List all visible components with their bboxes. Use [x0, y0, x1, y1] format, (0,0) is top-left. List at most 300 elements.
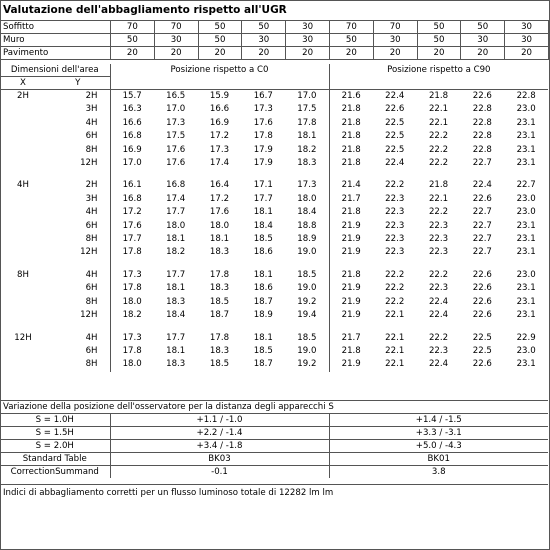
reflectance-value: 30 [242, 34, 286, 47]
ugr-value-c0: 17.0 [297, 91, 317, 101]
ugr-value-c90: 22.8 [472, 144, 492, 155]
area-x [0, 103, 46, 116]
table-row [0, 117, 548, 130]
table-row [0, 309, 548, 322]
ugr-value-c0: 17.5 [297, 104, 317, 115]
ugr-value-c0: 17.2 [110, 206, 154, 219]
ugr-value-c90: 22.6 [472, 193, 492, 204]
ugr-value-c90: 22.7 [472, 234, 492, 245]
area-x: 12H [14, 332, 32, 343]
ugr-value-c90: 22.7 [472, 220, 492, 231]
table-row [0, 296, 548, 309]
table-row [0, 345, 548, 358]
reflectance-value: 50 [461, 21, 505, 34]
ugr-value-c90: 22.3 [428, 283, 449, 294]
ugr-value-c90: 22.2 [385, 269, 405, 280]
ugr-value-c90: 22.3 [385, 193, 405, 204]
ugr-value-c0: 17.8 [110, 282, 154, 295]
ugr-value-c90: 22.2 [428, 158, 449, 169]
y-header: Y [46, 77, 110, 90]
reflectance-value: 70 [329, 21, 373, 34]
ugr-value-c90: 21.8 [329, 206, 373, 219]
reflectance-value: 70 [111, 21, 155, 34]
ugr-value-c90: 22.8 [472, 104, 492, 115]
ugr-value-c90: 22.6 [472, 310, 492, 321]
variation-c0: +1.1 / -1.0 [110, 414, 329, 427]
ugr-value-c0: 17.4 [209, 158, 230, 169]
table-row [0, 90, 548, 104]
reflectance-value: 20 [242, 47, 286, 60]
ugr-value-c0: 17.3 [209, 144, 230, 155]
table-row [0, 332, 548, 345]
ugr-value-c90: 22.3 [428, 220, 449, 231]
ugr-value-c90: 22.6 [472, 269, 492, 280]
ugr-value-c90: 22.2 [385, 283, 405, 294]
ugr-value-c0: 18.1 [253, 332, 273, 343]
ugr-value-c90: 22.3 [385, 247, 405, 258]
ugr-value-c90: 22.6 [472, 283, 492, 294]
reflectance-value: 20 [111, 47, 155, 60]
ugr-value-c90: 23.1 [516, 117, 536, 128]
reflectance-value: 20 [286, 47, 330, 60]
ugr-value-c0: 18.1 [166, 283, 186, 294]
correction-summand-label: CorrectionSummand [0, 466, 110, 479]
ugr-value-c0: 17.3 [253, 104, 273, 115]
ugr-value-c0: 18.3 [166, 359, 186, 370]
area-y: 4H [85, 269, 98, 280]
ugr-value-c0: 19.2 [297, 359, 317, 370]
c90-header: Posizione rispetto a C90 [329, 64, 548, 77]
area-x [0, 233, 46, 246]
ugr-value-c90: 23.0 [516, 269, 536, 280]
ugr-value-c0: 16.6 [110, 117, 154, 130]
ugr-value-c0: 17.8 [209, 332, 230, 343]
table-row [0, 179, 548, 192]
table-row [0, 220, 548, 233]
ugr-value-c90: 22.2 [428, 207, 449, 218]
ugr-value-c0: 18.9 [253, 310, 273, 321]
ugr-value-c0: 16.5 [166, 91, 186, 101]
ugr-value-c0: 18.2 [297, 144, 317, 155]
ugr-value-c0: 17.6 [253, 117, 273, 128]
variation-title: Variazione della posizione dell'osservatore per la distanza degli apparecchi S [0, 401, 548, 414]
ugr-value-c0: 18.3 [209, 283, 230, 294]
ugr-value-c90: 22.1 [385, 345, 405, 356]
group-gap [0, 260, 548, 269]
variation-c0: +3.4 / -1.8 [110, 440, 329, 453]
table-row [0, 282, 548, 295]
ugr-value-c0: 17.7 [110, 233, 154, 246]
area-x [0, 296, 46, 309]
area-x: 4H [17, 180, 29, 191]
ugr-value-c0: 18.7 [253, 359, 273, 370]
ugr-value-c90: 21.8 [329, 345, 373, 358]
ugr-value-c0: 17.2 [209, 131, 230, 142]
ugr-value-c0: 18.5 [297, 269, 317, 280]
ugr-value-c90: 22.2 [428, 131, 449, 142]
ugr-value-c90: 22.4 [428, 296, 449, 307]
ugr-value-c90: 22.3 [428, 345, 449, 356]
area-x [0, 282, 46, 295]
group-gap [0, 170, 548, 179]
ugr-value-c90: 23.0 [516, 104, 536, 115]
ugr-value-c0: 18.5 [209, 296, 230, 307]
ugr-value-c0: 17.0 [110, 157, 154, 170]
area-y: 4H [85, 207, 98, 218]
ugr-value-c0: 16.8 [166, 180, 186, 191]
ugr-value-c0: 18.4 [297, 207, 317, 218]
area-y: 12H [80, 158, 98, 169]
ugr-value-c90: 22.3 [428, 247, 449, 258]
reflectance-label: Pavimento [1, 47, 111, 60]
ugr-value-c0: 17.8 [297, 117, 317, 128]
reflectance-row [1, 21, 549, 34]
ugr-value-c0: 17.2 [209, 193, 230, 204]
ugr-value-c0: 18.3 [209, 247, 230, 258]
ugr-value-c0: 17.0 [166, 104, 186, 115]
ugr-value-c0: 16.1 [110, 179, 154, 192]
ugr-value-c90: 23.1 [516, 220, 536, 231]
reflectance-value: 20 [198, 47, 242, 60]
ugr-value-c0: 18.3 [166, 296, 186, 307]
ugr-value-c90: 22.7 [516, 180, 536, 191]
ugr-value-c0: 18.7 [209, 310, 230, 321]
ugr-value-c90: 21.7 [329, 332, 373, 345]
ugr-value-c90: 21.8 [329, 157, 373, 170]
reflectance-value: 20 [154, 47, 198, 60]
ugr-value-c0: 17.9 [253, 158, 273, 169]
reflectance-value: 20 [461, 47, 505, 60]
ugr-value-c90: 22.3 [385, 234, 405, 245]
correction-summand-c0: -0.1 [110, 466, 329, 479]
ugr-value-c0: 17.9 [253, 144, 273, 155]
ugr-value-c0: 19.0 [297, 283, 317, 294]
variation-c0: +2.2 / -1.4 [110, 427, 329, 440]
reflectance-value: 30 [505, 34, 549, 47]
ugr-value-c90: 22.3 [428, 234, 449, 245]
table-row [0, 144, 548, 157]
ugr-value-c0: 19.2 [297, 296, 317, 307]
reflectance-value: 20 [373, 47, 417, 60]
area-x [0, 358, 46, 371]
ugr-value-c90: 22.9 [516, 332, 536, 343]
ugr-value-c90: 22.2 [428, 332, 449, 343]
ugr-value-c0: 18.0 [110, 358, 154, 371]
reflectance-value: 30 [461, 34, 505, 47]
ugr-value-c0: 18.0 [166, 220, 186, 231]
ugr-value-c90: 21.8 [428, 180, 449, 191]
ugr-value-c0: 18.5 [253, 234, 273, 245]
ugr-value-c0: 17.3 [110, 269, 154, 282]
ugr-value-c0: 17.8 [209, 269, 230, 280]
ugr-value-c90: 22.5 [472, 332, 492, 343]
ugr-value-c0: 18.5 [253, 345, 273, 356]
ugr-value-c0: 18.1 [166, 345, 186, 356]
ugr-value-c90: 21.9 [329, 358, 373, 371]
area-y: 4H [85, 117, 98, 128]
ugr-value-c90: 23.1 [516, 234, 536, 245]
reflectance-value: 50 [417, 34, 461, 47]
area-x [0, 309, 46, 322]
ugr-value-c90: 21.8 [329, 117, 373, 130]
ugr-value-c0: 18.5 [209, 359, 230, 370]
ugr-value-c90: 22.7 [472, 247, 492, 258]
ugr-value-c90: 23.1 [516, 247, 536, 258]
ugr-value-c0: 18.1 [297, 131, 317, 142]
area-x [0, 157, 46, 170]
ugr-value-c0: 18.5 [297, 332, 317, 343]
table-row [0, 193, 548, 206]
ugr-value-c90: 21.7 [329, 193, 373, 206]
reflectance-label: Muro [1, 34, 111, 47]
ugr-value-c90: 22.4 [428, 310, 449, 321]
ugr-value-c0: 17.5 [166, 131, 186, 142]
ugr-value-c90: 22.8 [472, 131, 492, 142]
area-x [0, 206, 46, 219]
area-x [0, 345, 46, 358]
ugr-value-c90: 23.0 [516, 193, 536, 204]
ugr-value-c0: 18.1 [253, 269, 273, 280]
area-y: 3H [85, 104, 98, 115]
ugr-value-c0: 18.3 [209, 345, 230, 356]
reflectance-value: 30 [286, 34, 330, 47]
area-x [0, 220, 46, 233]
ugr-value-c0: 16.7 [253, 91, 273, 101]
ugr-value-c90: 21.8 [428, 91, 449, 101]
ugr-value-c90: 22.5 [472, 345, 492, 356]
correction-summand-c90: 3.8 [329, 466, 548, 479]
ugr-value-c90: 23.1 [516, 131, 536, 142]
ugr-value-c90: 22.4 [385, 91, 405, 101]
ugr-value-c0: 16.8 [110, 130, 154, 143]
variation-c90: +5.0 / -4.3 [329, 440, 548, 453]
variation-label: S = 2.0H [0, 440, 110, 453]
reflectance-label: Soffitto [1, 21, 111, 34]
area-y: 8H [85, 359, 98, 370]
area-y: 8H [85, 144, 98, 155]
area-x [0, 144, 46, 157]
ugr-value-c0: 18.8 [297, 220, 317, 231]
reflectance-value: 30 [286, 21, 330, 34]
ugr-value-c90: 22.3 [385, 220, 405, 231]
ugr-value-c0: 16.8 [110, 193, 154, 206]
page-title: Valutazione dell'abbagliamento rispetto all'UGR [3, 4, 287, 16]
ugr-value-c0: 16.3 [110, 103, 154, 116]
ugr-value-c90: 21.9 [329, 309, 373, 322]
ugr-value-c0: 17.8 [110, 345, 154, 358]
reflectance-row [1, 47, 549, 60]
reflectance-value: 30 [505, 21, 549, 34]
ugr-value-c0: 18.0 [297, 193, 317, 204]
reflectance-row [1, 34, 549, 47]
ugr-value-c90: 22.5 [385, 131, 405, 142]
ugr-value-c90: 23.1 [516, 283, 536, 294]
area-x [0, 193, 46, 206]
ugr-value-c0: 17.4 [166, 193, 186, 204]
ugr-value-c90: 21.4 [329, 179, 373, 192]
table-row [0, 206, 548, 219]
area-y: 12H [80, 247, 98, 258]
ugr-value-c90: 21.6 [329, 90, 373, 104]
ugr-value-c90: 21.9 [329, 246, 373, 259]
ugr-value-c90: 22.4 [472, 180, 492, 191]
ugr-value-c0: 17.6 [110, 220, 154, 233]
ugr-value-c90: 23.1 [516, 144, 536, 155]
reflectance-value: 50 [198, 34, 242, 47]
dimensions-header: Dimensioni dell'area [0, 64, 110, 77]
reflectance-value: 50 [111, 34, 155, 47]
reflectance-value: 20 [505, 47, 549, 60]
reflectance-value: 50 [198, 21, 242, 34]
ugr-value-c90: 22.5 [385, 144, 405, 155]
group-gap [0, 323, 548, 332]
footnote: Indici di abbagliamento corretti per un flusso luminoso totale di 12282 lm lm [3, 488, 334, 498]
ugr-value-c90: 22.1 [428, 117, 449, 128]
ugr-value-c0: 18.3 [297, 158, 317, 169]
ugr-value-c90: 22.2 [385, 180, 405, 191]
table-row [0, 246, 548, 259]
area-y: 6H [85, 220, 98, 231]
standard-table-label: Standard Table [0, 453, 110, 466]
table-row [0, 103, 548, 116]
ugr-value-c90: 21.9 [329, 220, 373, 233]
variation-label: S = 1.5H [0, 427, 110, 440]
ugr-value-c90: 22.7 [472, 158, 492, 169]
ugr-value-c0: 19.0 [297, 345, 317, 356]
reflectance-table [0, 20, 549, 60]
ugr-value-c90: 21.9 [329, 282, 373, 295]
area-y: 3H [85, 193, 98, 204]
variation-label: S = 1.0H [0, 414, 110, 427]
ugr-value-c90: 22.6 [385, 104, 405, 115]
area-y: 8H [85, 234, 98, 245]
area-y: 2H [85, 180, 98, 191]
area-y: 6H [85, 131, 98, 142]
ugr-value-c0: 18.4 [166, 310, 186, 321]
ugr-value-c0: 16.9 [110, 144, 154, 157]
ugr-values-table [0, 64, 548, 372]
ugr-value-c90: 23.1 [516, 310, 536, 321]
ugr-value-c90: 22.4 [428, 359, 449, 370]
ugr-value-c90: 22.6 [472, 91, 492, 101]
ugr-value-c0: 16.9 [209, 117, 230, 128]
ugr-value-c0: 16.6 [209, 104, 230, 115]
ugr-value-c90: 22.2 [428, 144, 449, 155]
ugr-value-c90: 22.2 [428, 269, 449, 280]
area-x [0, 117, 46, 130]
ugr-value-c90: 22.8 [472, 117, 492, 128]
ugr-value-c0: 17.3 [166, 117, 186, 128]
table-row [0, 157, 548, 170]
area-x: 2H [17, 91, 29, 101]
ugr-value-c0: 17.8 [110, 246, 154, 259]
reflectance-value: 20 [329, 47, 373, 60]
reflectance-value: 50 [329, 34, 373, 47]
ugr-value-c90: 23.1 [516, 359, 536, 370]
ugr-value-c0: 17.7 [166, 332, 186, 343]
ugr-value-c90: 22.6 [472, 296, 492, 307]
ugr-value-c0: 15.7 [110, 90, 154, 104]
area-y: 8H [85, 296, 98, 307]
variation-c90: +1.4 / -1.5 [329, 414, 548, 427]
reflectance-value: 70 [154, 21, 198, 34]
ugr-value-c90: 22.3 [385, 207, 405, 218]
table-row [0, 130, 548, 143]
reflectance-value: 50 [417, 21, 461, 34]
x-header: X [0, 77, 46, 90]
ugr-value-c0: 18.1 [209, 234, 230, 245]
ugr-value-c0: 17.7 [253, 193, 273, 204]
ugr-value-c0: 17.1 [253, 180, 273, 191]
ugr-value-c90: 22.8 [516, 91, 536, 101]
ugr-value-c0: 18.0 [110, 296, 154, 309]
table-row [0, 269, 548, 282]
ugr-value-c0: 19.4 [297, 310, 317, 321]
ugr-value-c90: 22.1 [428, 193, 449, 204]
ugr-value-c0: 17.6 [166, 144, 186, 155]
reflectance-value: 50 [242, 21, 286, 34]
variation-table [0, 400, 548, 478]
ugr-value-c0: 17.6 [166, 158, 186, 169]
area-x [0, 130, 46, 143]
standard-table-c90: BK01 [329, 453, 548, 466]
ugr-value-c0: 18.1 [253, 207, 273, 218]
ugr-value-c0: 18.2 [110, 309, 154, 322]
ugr-value-c90: 23.1 [516, 296, 536, 307]
ugr-value-c0: 17.6 [209, 207, 230, 218]
ugr-value-c90: 21.9 [329, 233, 373, 246]
ugr-value-c90: 22.4 [385, 158, 405, 169]
ugr-value-c0: 18.0 [209, 220, 230, 231]
ugr-value-c90: 21.8 [329, 130, 373, 143]
reflectance-value: 20 [417, 47, 461, 60]
ugr-value-c0: 17.8 [253, 131, 273, 142]
ugr-value-c90: 22.1 [385, 359, 405, 370]
ugr-value-c0: 18.6 [253, 283, 273, 294]
ugr-value-c90: 23.0 [516, 345, 536, 356]
area-y: 4H [85, 332, 98, 343]
ugr-value-c90: 21.8 [329, 103, 373, 116]
area-y: 12H [80, 310, 98, 321]
ugr-value-c90: 22.1 [428, 104, 449, 115]
ugr-value-c0: 18.1 [166, 234, 186, 245]
reflectance-value: 30 [154, 34, 198, 47]
ugr-value-c0: 18.6 [253, 247, 273, 258]
ugr-value-c0: 18.7 [253, 296, 273, 307]
ugr-value-c90: 22.1 [385, 310, 405, 321]
table-row [0, 233, 548, 246]
area-x [0, 246, 46, 259]
ugr-value-c0: 16.4 [209, 180, 230, 191]
ugr-value-c90: 23.1 [516, 158, 536, 169]
ugr-value-c0: 17.7 [166, 269, 186, 280]
ugr-value-c0: 18.2 [166, 247, 186, 258]
ugr-value-c90: 23.0 [516, 207, 536, 218]
ugr-value-c90: 21.9 [329, 296, 373, 309]
c0-header: Posizione rispetto a C0 [110, 64, 329, 77]
ugr-value-c90: 22.6 [472, 359, 492, 370]
ugr-value-c90: 22.2 [385, 296, 405, 307]
area-y: 6H [85, 283, 98, 294]
area-x: 8H [17, 269, 29, 280]
reflectance-value: 70 [373, 21, 417, 34]
ugr-value-c90: 22.5 [385, 117, 405, 128]
ugr-value-c0: 17.3 [297, 180, 317, 191]
ugr-value-c0: 17.7 [166, 207, 186, 218]
ugr-value-c90: 22.7 [472, 207, 492, 218]
standard-table-c0: BK03 [110, 453, 329, 466]
ugr-value-c0: 18.4 [253, 220, 273, 231]
